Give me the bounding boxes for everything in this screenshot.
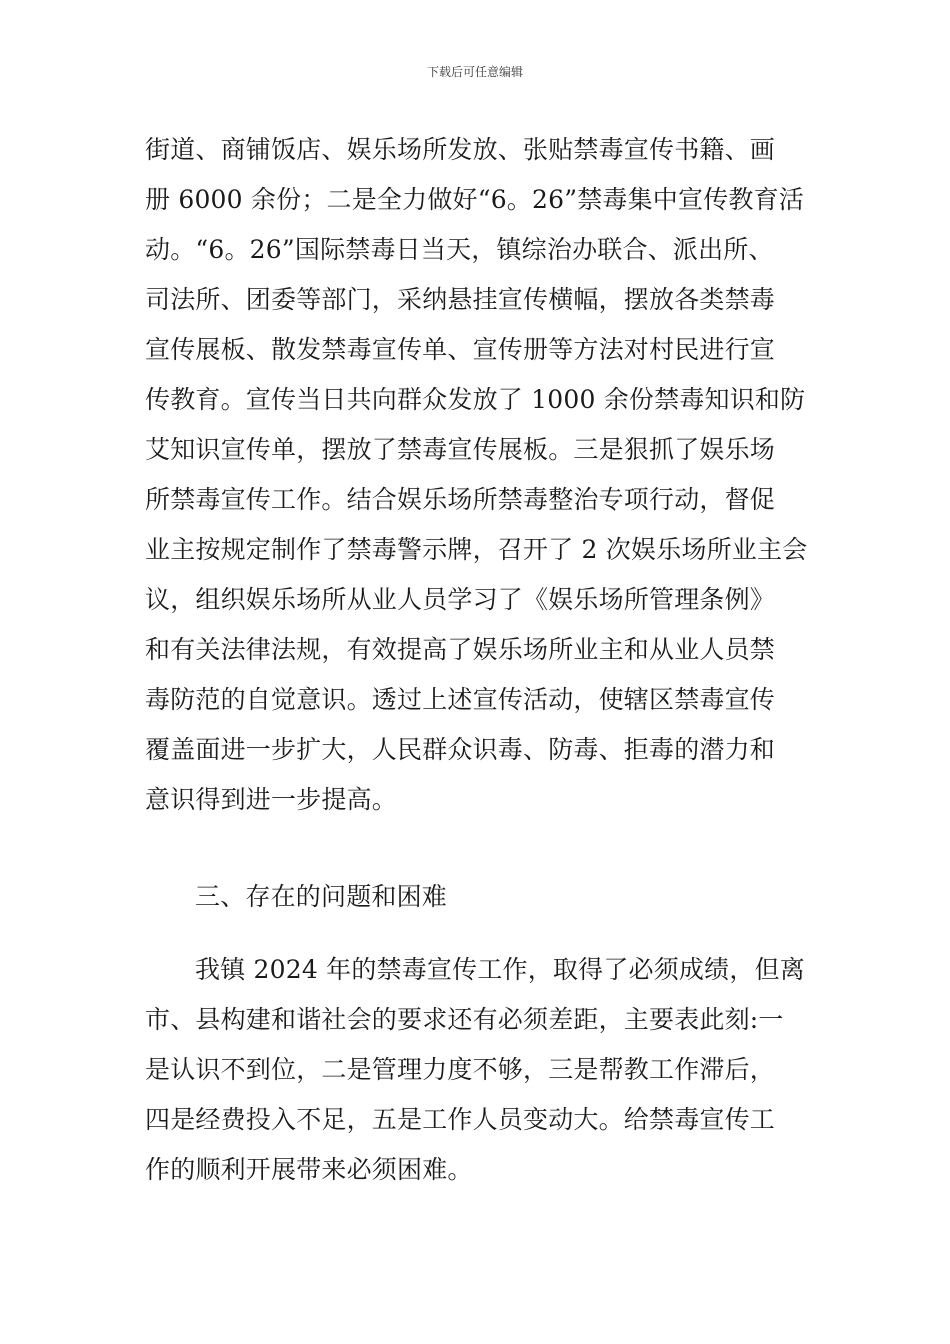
body-paragraph-1 bbox=[145, 125, 810, 825]
text-line: 册 6000 余份；二是全力做好“6。26”禁毒集中宣传教育活 bbox=[145, 185, 804, 214]
text-line: 作的顺利开展带来必须困难。 bbox=[145, 1155, 473, 1184]
body-paragraph-2 bbox=[145, 945, 810, 1195]
text-line: 宣传展板、散发禁毒宣传单、宣传册等方法对村民进行宣 bbox=[145, 335, 776, 364]
text-line: 市、县构建和谐社会的要求还有必须差距，主要表此刻:一 bbox=[145, 1005, 784, 1034]
page-header bbox=[0, 64, 950, 80]
text-line: 动。“6。26”国际禁毒日当天，镇综治办联合、派出所、 bbox=[145, 235, 774, 264]
text-line: 司法所、团委等部门，采纳悬挂宣传横幅，摆放各类禁毒 bbox=[145, 285, 776, 314]
section-heading-text: 三、存在的问题和困难 bbox=[195, 882, 448, 911]
text-line: 所禁毒宣传工作。结合娱乐场所禁毒整治专项行动，督促 bbox=[145, 485, 776, 514]
text-line: 我镇 2024 年的禁毒宣传工作，取得了必须成绩，但离 bbox=[195, 955, 805, 984]
text-line: 街道、商铺饭店、娱乐场所发放、张贴禁毒宣传书籍、画 bbox=[145, 135, 776, 164]
text-line: 议，组织娱乐场所从业人员学习了《娱乐场所管理条例》 bbox=[145, 585, 776, 614]
text-line: 覆盖面进一步扩大，人民群众识毒、防毒、拒毒的潜力和 bbox=[145, 735, 776, 764]
text-line: 是认识不到位，二是管理力度不够，三是帮教工作滞后， bbox=[145, 1055, 776, 1084]
text-line: 艾知识宣传单，摆放了禁毒宣传展板。三是狠抓了娱乐场 bbox=[145, 435, 776, 464]
text-line: 业主按规定制作了禁毒警示牌，召开了 2 次娱乐场所业主会 bbox=[145, 535, 808, 564]
text-line: 传教育。宣传当日共向群众发放了 1000 余份禁毒知识和防 bbox=[145, 385, 806, 414]
text-line: 毒防范的自觉意识。透过上述宣传活动，使辖区禁毒宣传 bbox=[145, 685, 776, 714]
header-note: 下载后可任意编辑 bbox=[426, 65, 523, 79]
section-heading bbox=[195, 872, 860, 922]
text-line: 意识得到进一步提高。 bbox=[145, 785, 398, 814]
text-line: 和有关法律法规，有效提高了娱乐场所业主和从业人员禁 bbox=[145, 635, 776, 664]
text-line: 四是经费投入不足，五是工作人员变动大。给禁毒宣传工 bbox=[145, 1105, 776, 1134]
